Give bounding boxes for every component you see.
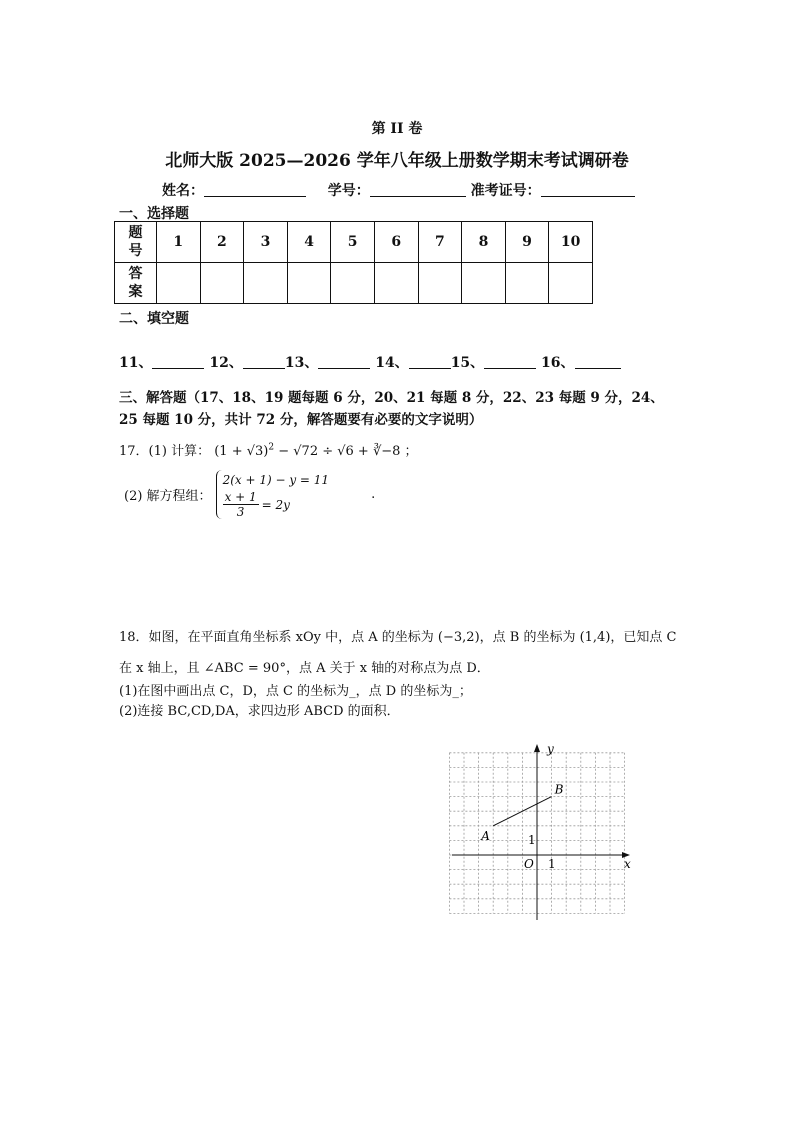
y-unit-label: 1 [528,833,536,847]
q17-end-mark: . [371,487,376,502]
question-number-cell: 9 [505,222,549,263]
equation-2-denominator: 3 [236,505,245,519]
q18-line2: 在 x 轴上，且 ∠ABC = 90°，点 A 关于 x 轴的对称点为点 D． [119,661,490,676]
row1-header-char1: 题 [128,225,143,241]
answer-cell[interactable] [157,263,201,304]
equation-2-numerator: x + 1 [224,490,257,504]
q18-line1: 18．如图，在平面直角坐标系 xOy 中，点 A 的坐标为 (−3,2)，点 B 的坐标为 (1,4)，已知点 C [119,630,677,645]
question-number-cell: 4 [287,222,331,263]
answer-cell[interactable] [462,263,506,304]
fill-blank[interactable] [575,354,621,369]
q17-part1-label: 17．(1) 计算： [119,444,211,459]
answer-cell[interactable] [418,263,462,304]
blank-number: 14、 [375,355,409,371]
question-number-cell: 2 [200,222,244,263]
student-id-label: 学号： [327,183,370,199]
fill-blank[interactable] [152,354,204,369]
origin-label: O [524,857,534,871]
answer-grid [114,221,593,304]
q18-line3: (1)在图中画出点 C，D，点 C 的坐标为_，点 D 的坐标为_； [119,684,472,699]
point-a-label: A [481,828,490,843]
page-title: 北师大版 2025—2026 学年八年级上册数学期末考试调研卷 [165,151,629,171]
section1-heading: 一、选择题 [119,206,189,222]
student-info-row [162,180,635,200]
q17-part1-exponent: 2 [268,442,275,453]
row1-header [115,222,157,263]
section3-heading-line2: 25 每题 10 分，共计 72 分，解答题要有必要的文字说明） [119,412,483,428]
q18-line4: (2)连接 BC,CD,DA，求四边形 ABCD 的面积． [119,704,400,719]
fill-blank[interactable] [243,354,285,369]
answer-row [115,263,593,304]
answer-cell[interactable] [331,263,375,304]
page-subtitle: 第 II 卷 [371,121,423,137]
answer-cell[interactable] [374,263,418,304]
equation-2-fraction [223,490,259,519]
answer-cell[interactable] [549,263,593,304]
question-number-cell: 7 [418,222,462,263]
exam-number-blank[interactable] [541,182,635,197]
fill-blank[interactable] [409,354,451,369]
student-id-blank[interactable] [370,182,466,197]
answer-cell[interactable] [287,263,331,304]
blank-number: 13、 [284,355,319,371]
exam-number-label: 准考证号： [470,183,541,199]
equation-2-rhs: = 2y [261,497,290,512]
equation-2 [223,490,330,519]
q17-part1-expr-b: − √72 ÷ √6 + ∛−8 ； [274,444,418,459]
question-number-cell: 6 [374,222,418,263]
x-unit-label: 1 [548,857,556,871]
name-blank[interactable] [204,182,306,197]
blank-number: 12、 [209,355,243,371]
question-number-cell: 3 [244,222,288,263]
fill-blank[interactable] [484,354,536,369]
y-axis-label: y [547,742,554,756]
row2-header-char2: 案 [128,284,143,300]
blank-number: 11、 [119,355,153,371]
answer-cell[interactable] [244,263,288,304]
x-axis-label: x [624,857,631,871]
fill-blank-row [119,352,621,372]
row2-header [115,263,157,304]
point-b-label: B [554,782,564,797]
section2-heading: 二、填空题 [119,311,189,327]
question-number-row [115,222,593,263]
question-number-cell: 1 [157,222,201,263]
blank-number: 15、 [450,355,485,371]
coordinate-figure [440,730,640,930]
row2-header-char1: 答 [128,266,143,282]
blank-number: 16、 [541,355,575,371]
equation-1: 2(x + 1) − y = 11 [222,473,330,487]
equation-system [216,470,330,519]
question-number-cell: 5 [331,222,375,263]
q17-part2-label: (2) 解方程组： [124,489,212,504]
name-label: 姓名： [162,183,204,199]
answer-cell[interactable] [505,263,549,304]
q17-part2 [124,470,375,519]
answer-cell[interactable] [200,263,244,304]
q17-part1-expr-a: (1 + √3) [214,444,269,459]
y-axis-arrow-icon [534,744,540,752]
q17-part1 [119,440,418,459]
question-number-cell: 10 [549,222,593,263]
section3-heading-line1: 三、解答题（17、18、19 题每题 6 分，20、21 每题 8 分，22、23 每题 9 分，24、 [119,390,664,406]
row1-header-char2: 号 [128,243,143,259]
question-number-cell: 8 [462,222,506,263]
fill-blank[interactable] [318,354,370,369]
